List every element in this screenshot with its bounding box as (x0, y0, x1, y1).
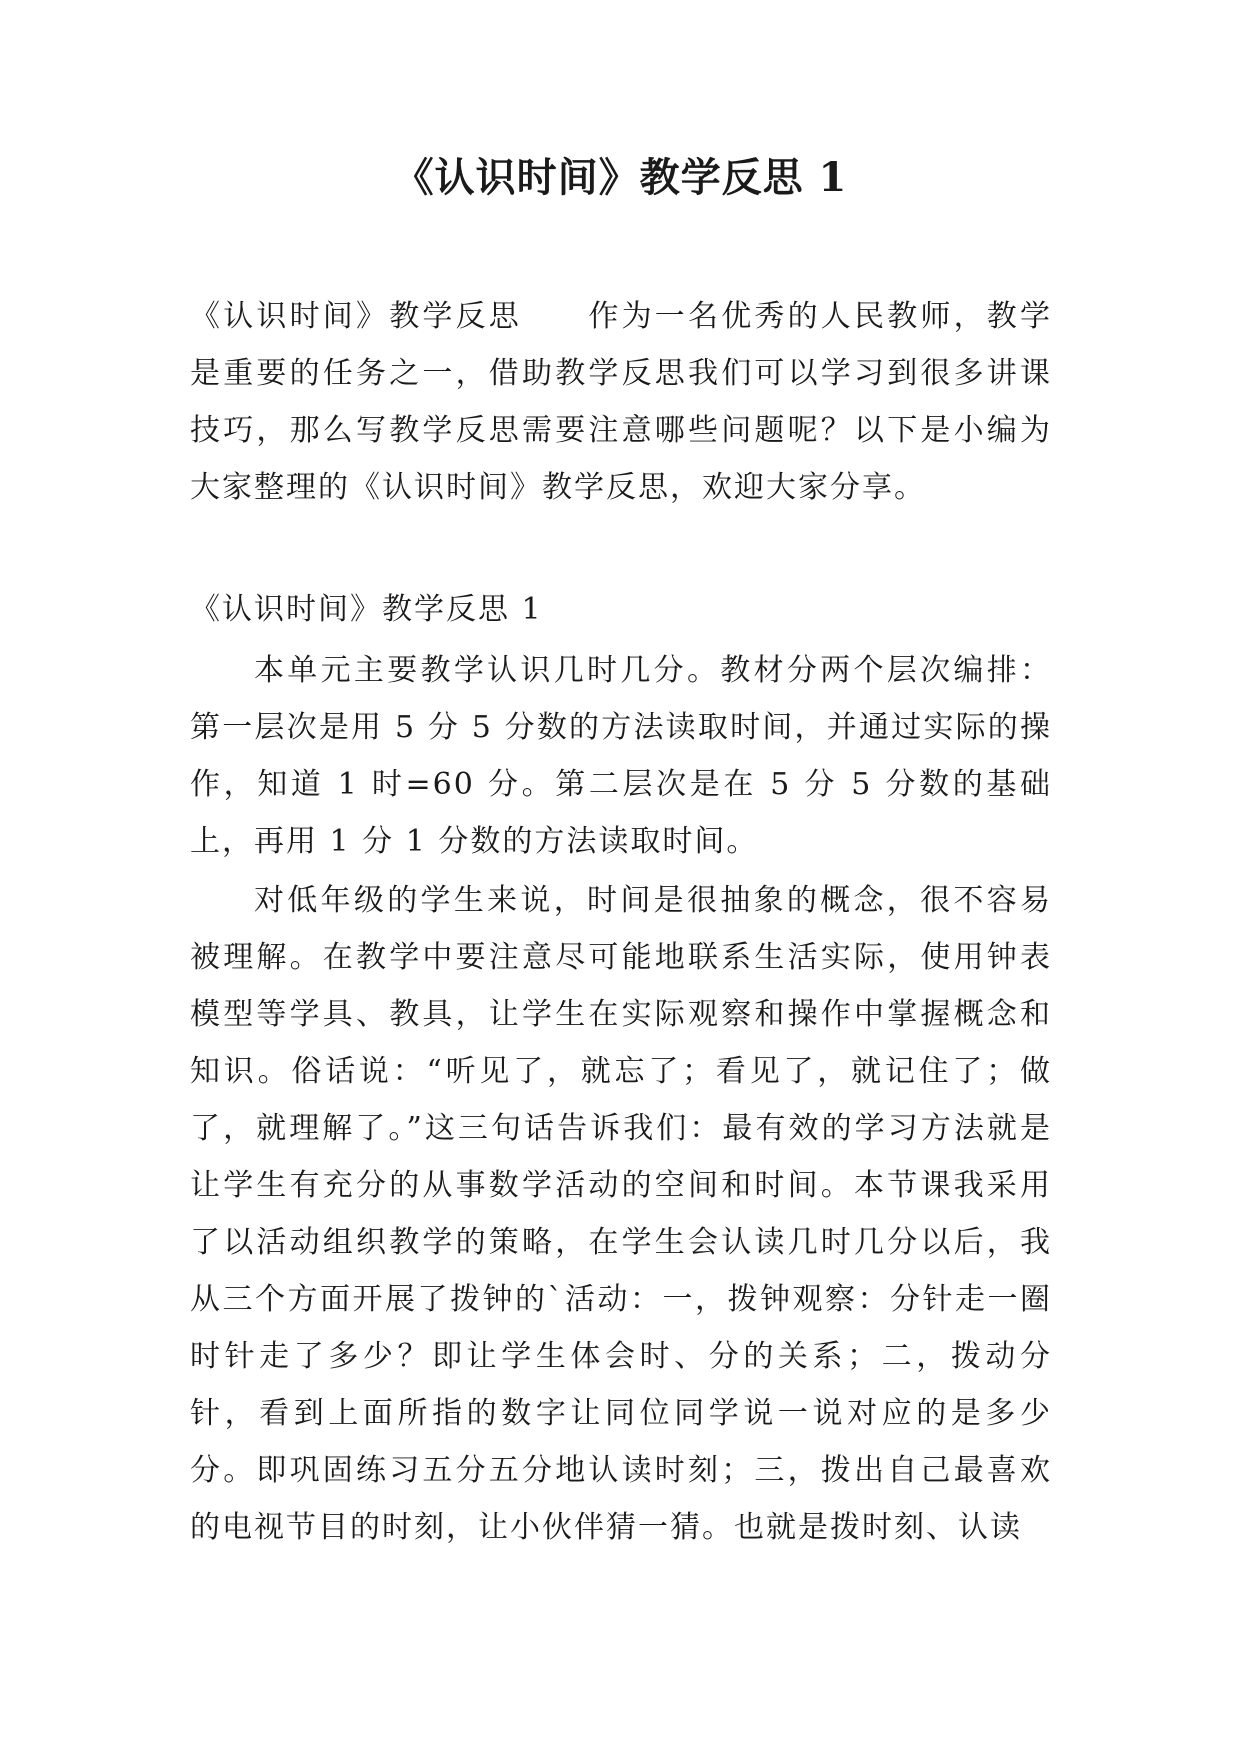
body-paragraph: 本单元主要教学认识几时几分。教材分两个层次编排：第一层次是用 5 分 5 分数的方法读取时间，并通过实际的操作，知道 1 时=60 分。第二层次是在 5 分 5 分数的基础上，再用 1 分 1 分数的方法读取时间。 (190, 653, 1052, 859)
body-paragraph: 对低年级的学生来说，时间是很抽象的概念，很不容易被理解。在教学中要注意尽可能地联系生活实际，使用钟表模型等学具、教具，让学生在实际观察和操作中掌握概念和知识。俗话说：“听见了，就忘了；看见了，就记住了；做了，就理解了。”这三句话告诉我们：最有效的学习方法就是让学生有充分的从事数学活动的空间和时间。本节课我采用了以活动组织教学的策略，在学生会认读几时几分以后，我从三个方面开展了拨钟的`活动：一，拨钟观察：分针走一圈时针走了多少？即让学生体会时、分的关系；二，拨动分针，看到上面所指的数字让同位同学说一说对应的是多少分。即巩固练习五分五分地认读时刻；三，拨出自己最喜欢的电视节目的时刻，让小伙伴猜一猜。也就是拨时刻、认读 (190, 883, 1052, 1545)
intro-paragraph: 《认识时间》教学反思 作为一名优秀的人民教师，教学是重要的任务之一，借助教学反思我们可以学习到很多讲课技巧，那么写教学反思需要注意哪些问题呢？以下是小编为大家整理的《认识时间》教学反思，欢迎大家分享。 (190, 299, 1052, 505)
section-heading: 《认识时间》教学反思 1 (190, 592, 543, 627)
document-title: 《认识时间》教学反思 1 (393, 154, 848, 201)
